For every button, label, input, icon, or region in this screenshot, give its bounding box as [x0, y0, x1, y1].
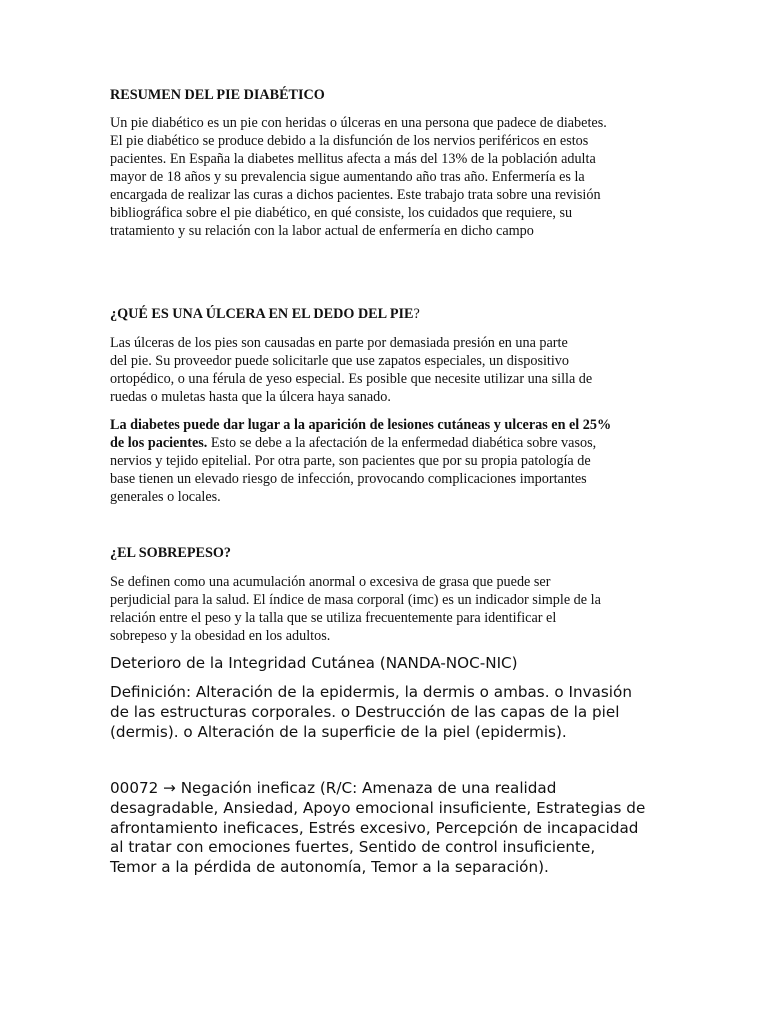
paragraph-diabetes-lesions	[110, 416, 611, 506]
text-line: ruedas o muletas hasta que la úlcera haya sanado.	[110, 389, 391, 405]
text-line: base tienen un elevado riesgo de infección, provocando complicaciones importantes	[110, 471, 587, 487]
paragraph-sobrepeso	[110, 573, 601, 645]
text-line: tratamiento y su relación con la labor actual de enfermería en dicho campo	[110, 223, 534, 239]
text-line: encargada de realizar las curas a dichos pacientes. Este trabajo trata sobre una revisión	[110, 187, 601, 203]
nanda-definition	[110, 683, 632, 742]
text-line: Un pie diabético es un pie con heridas o úlceras en una persona que padece de diabetes.	[110, 115, 607, 131]
text-line: Las úlceras de los pies son causadas en parte por demasiada presión en una parte	[110, 335, 568, 351]
text-line: ortopédico, o una férula de yeso especial. Es posible que necesite utilizar una silla de	[110, 371, 593, 387]
heading-resumen: RESUMEN DEL PIE DIABÉTICO	[110, 87, 325, 103]
heading-ulcera	[110, 305, 420, 323]
text-line: relación entre el peso y la talla que se utiliza frecuentemente para identificar el	[110, 610, 557, 626]
statement-continuation: Esto se debe a la afectación de la enfermedad diabética sobre vasos,	[207, 435, 597, 451]
text-line: sobrepeso y la obesidad en los adultos.	[110, 628, 331, 644]
text-line: perjudicial para la salud. El índice de masa corporal (imc) es un indicador simple de la	[110, 592, 601, 608]
nanda-title	[110, 654, 518, 674]
text-line: Temor a la pérdida de autonomía, Temor a la separación).	[110, 858, 549, 877]
text-line	[110, 434, 611, 452]
text-line: del pie. Su proveedor puede solicitarle que use zapatos especiales, un dispositivo	[110, 353, 569, 369]
heading-ulcera-question-mark: ?	[413, 306, 420, 322]
text-line: afrontamiento ineficaces, Estrés excesivo, Percepción de incapacidad	[110, 818, 639, 837]
text-line: Deterioro de la Integridad Cutánea (NANDA-NOC-NIC)	[110, 654, 518, 672]
heading-sobrepeso: ¿EL SOBREPESO?	[110, 545, 232, 561]
text-line: de las estructuras corporales. o Destrucción de las capas de la piel	[110, 702, 620, 721]
text-line: nervios y tejido epitelial. Por otra parte, son pacientes que por su propia patología de	[110, 453, 591, 469]
text-line: Definición: Alteración de la epidermis, la dermis o ambas. o Invasión	[110, 683, 632, 701]
text-line: pacientes. En España la diabetes mellitus afecta a más del 13% de la población adulta	[110, 151, 596, 167]
text-line: desagradable, Ansiedad, Apoyo emocional insuficiente, Estrategias de	[110, 798, 646, 817]
text-line: mayor de 18 años y su prevalencia sigue aumentando año tras año. Enfermería es la	[110, 169, 585, 185]
text-line	[110, 416, 611, 434]
text-line: Se definen como una acumulación anormal o excesiva de grasa que puede ser	[110, 574, 551, 590]
bold-statement: La diabetes puede dar lugar a la aparición de lesiones cutáneas y ulceras en el 25%	[110, 417, 612, 433]
text-line: 00072 → Negación ineficaz (R/C: Amenaza de una realidad	[110, 779, 557, 797]
text-line: generales o locales.	[110, 489, 221, 505]
text-line: El pie diabético se produce debido a la disfunción de los nervios periféricos en estos	[110, 133, 589, 149]
text-line: bibliográfica sobre el pie diabético, en qué consiste, los cuidados que requiere, su	[110, 205, 573, 221]
heading-ulcera-text: ¿QUÉ ES UNA ÚLCERA EN EL DEDO DEL PIE	[110, 306, 414, 322]
paragraph-ulcera-causes	[110, 334, 592, 406]
bold-statement-end: de los pacientes.	[110, 435, 208, 451]
text-line: al tratar con emociones fuertes, Sentido de control insuficiente,	[110, 838, 596, 857]
text-line: (dermis). o Alteración de la superficie de la piel (epidermis).	[110, 722, 567, 741]
paragraph-resumen	[110, 114, 607, 240]
nanda-negation	[110, 779, 645, 878]
